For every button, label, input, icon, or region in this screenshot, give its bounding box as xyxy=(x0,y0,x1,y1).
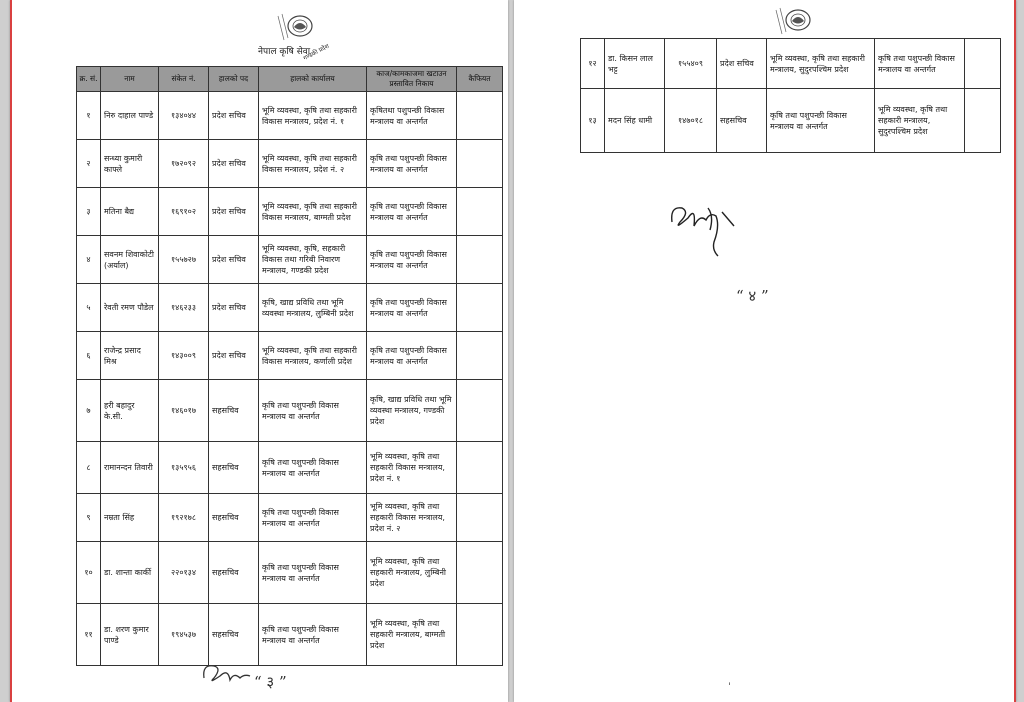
table-row xyxy=(77,140,503,188)
name-cell: सवनम शिवाकोटी (अर्याल) xyxy=(101,236,159,284)
name-cell: डा. किसन लाल भट्ट xyxy=(605,39,665,89)
code-cell: १४३००९ xyxy=(159,332,209,380)
proposed-cell: भूमि व्यवस्था, कृषि तथा सहकारी मन्त्रालय, सुदुरपश्चिम प्रदेश xyxy=(875,89,965,153)
post-cell: सहसचिव xyxy=(209,542,259,604)
post-cell: सहसचिव xyxy=(717,89,767,153)
serial-cell: २ xyxy=(77,140,101,188)
remarks-cell xyxy=(457,442,503,494)
proposed-cell: कृषि तथा पशुपन्छी विकास मन्त्रालय वा अन्तर्गत xyxy=(367,284,457,332)
table-row xyxy=(77,284,503,332)
remarks-cell xyxy=(965,89,1001,153)
serial-cell: १२ xyxy=(581,39,605,89)
office-cell: कृषि तथा पशुपन्छी विकास मन्त्रालय वा अन्तर्गत xyxy=(259,604,367,666)
stamp-text: गण्डकी प्रदेश xyxy=(302,42,331,63)
office-cell: भूमि व्यवस्था, कृषि, सहकारी विकास तथा गरिबी निवारण मन्त्रालय, गण्डकी प्रदेश xyxy=(259,236,367,284)
proposed-cell: भूमि व्यवस्था, कृषि तथा सहकारी विकास मन्त्रालय, प्रदेश नं. २ xyxy=(367,494,457,542)
office-cell: भूमि व्यवस्था, कृषि तथा सहकारी मन्त्रालय, सुदुरपश्चिम प्रदेश xyxy=(767,39,875,89)
name-cell: राजेन्द्र प्रसाद मिश्र xyxy=(101,332,159,380)
document-header: नेपाल कृषि सेवा xyxy=(258,47,311,57)
column-header: नाम xyxy=(101,67,159,92)
page-number: “ ३ ” xyxy=(254,673,287,691)
post-cell: प्रदेश सचिव xyxy=(209,332,259,380)
proposed-cell: कृषि, खाद्य प्रविधि तथा भूमि व्यवस्था मन्त्रालय, गण्डकी प्रदेश xyxy=(367,380,457,442)
name-cell: हरी बहादुर के.सी. xyxy=(101,380,159,442)
column-header: हालको कार्यालय xyxy=(259,67,367,92)
name-cell: नम्रता सिंह xyxy=(101,494,159,542)
post-cell: प्रदेश सचिव xyxy=(209,284,259,332)
office-cell: कृषि तथा पशुपन्छी विकास मन्त्रालय वा अन्तर्गत xyxy=(259,494,367,542)
column-header: हालको पद xyxy=(209,67,259,92)
remarks-cell xyxy=(457,604,503,666)
serial-cell: १ xyxy=(77,92,101,140)
office-cell: भूमि व्यवस्था, कृषि तथा सहकारी विकास मन्त्रालय, कर्णाली प्रदेश xyxy=(259,332,367,380)
name-cell: रेवती रमण पौडेल xyxy=(101,284,159,332)
post-cell: प्रदेश सचिव xyxy=(717,39,767,89)
name-cell: मतिना बैद्य xyxy=(101,188,159,236)
remarks-cell xyxy=(457,92,503,140)
office-cell: भूमि व्यवस्था, कृषि तथा सहकारी विकास मन्त्रालय, बाग्मती प्रदेश xyxy=(259,188,367,236)
table-row xyxy=(77,380,503,442)
post-cell: सहसचिव xyxy=(209,442,259,494)
post-cell: प्रदेश सचिव xyxy=(209,236,259,284)
office-cell: कृषि तथा पशुपन्छी विकास मन्त्रालय वा अन्तर्गत xyxy=(259,380,367,442)
officer-table xyxy=(76,66,503,666)
post-cell: सहसचिव xyxy=(209,494,259,542)
table-row xyxy=(77,236,503,284)
proposed-cell: भूमि व्यवस्था, कृषि तथा सहकारी मन्त्रालय, लुम्बिनी प्रदेश xyxy=(367,542,457,604)
remarks-cell xyxy=(457,140,503,188)
code-cell: १४६२३३ xyxy=(159,284,209,332)
remarks-cell xyxy=(457,380,503,442)
proposed-cell: भूमि व्यवस्था, कृषि तथा सहकारी मन्त्रालय, बाग्मती प्रदेश xyxy=(367,604,457,666)
name-cell: निरु दाहाल पाण्डे xyxy=(101,92,159,140)
code-cell: २२०१३४ xyxy=(159,542,209,604)
serial-cell: ७ xyxy=(77,380,101,442)
code-cell: १९२१७८ xyxy=(159,494,209,542)
tick-mark-icon: ˈ xyxy=(728,682,731,693)
code-cell: १९४५३७ xyxy=(159,604,209,666)
table-row xyxy=(581,89,1001,153)
table-row xyxy=(77,188,503,236)
remarks-cell xyxy=(457,332,503,380)
name-cell: सन्ध्या कुमारी काफ्ले xyxy=(101,140,159,188)
page-number: “ ४ ” xyxy=(736,287,769,305)
document-page-3 xyxy=(10,0,508,702)
code-cell: १३५९५६ xyxy=(159,442,209,494)
office-cell: कृषि, खाद्य प्रविधि तथा भूमि व्यवस्था मन्त्रालय, लुम्बिनी प्रदेश xyxy=(259,284,367,332)
document-page-4 xyxy=(514,0,1016,702)
table-row xyxy=(77,92,503,140)
post-cell: प्रदेश सचिव xyxy=(209,188,259,236)
serial-cell: ९ xyxy=(77,494,101,542)
serial-cell: ६ xyxy=(77,332,101,380)
remarks-cell xyxy=(457,542,503,604)
name-cell: मदन सिंह धामी xyxy=(605,89,665,153)
proposed-cell: कृषि तथा पशुपन्छी विकास मन्त्रालय वा अन्तर्गत xyxy=(367,332,457,380)
code-cell: १३४०४४ xyxy=(159,92,209,140)
office-cell: कृषि तथा पशुपन्छी विकास मन्त्रालय वा अन्तर्गत xyxy=(259,442,367,494)
name-cell: डा. शान्ता कार्की xyxy=(101,542,159,604)
code-cell: १५५४०९ xyxy=(665,39,717,89)
table-row xyxy=(77,494,503,542)
office-cell: भूमि व्यवस्था, कृषि तथा सहकारी विकास मन्त्रालय, प्रदेश नं. २ xyxy=(259,140,367,188)
serial-cell: ४ xyxy=(77,236,101,284)
serial-cell: १० xyxy=(77,542,101,604)
officer-table-continued xyxy=(580,38,1001,153)
column-header: संकेत नं. xyxy=(159,67,209,92)
code-cell: १६९१०२ xyxy=(159,188,209,236)
remarks-cell xyxy=(457,494,503,542)
post-cell: प्रदेश सचिव xyxy=(209,92,259,140)
office-cell: कृषि तथा पशुपन्छी विकास मन्त्रालय वा अन्तर्गत xyxy=(767,89,875,153)
name-cell: डा. शरण कुमार पाण्डे xyxy=(101,604,159,666)
serial-cell: १३ xyxy=(581,89,605,153)
proposed-cell: कृषि तथा पशुपन्छी विकास मन्त्रालय वा अन्तर्गत xyxy=(367,188,457,236)
table-row xyxy=(77,542,503,604)
code-cell: १४७०१८ xyxy=(665,89,717,153)
post-cell: सहसचिव xyxy=(209,380,259,442)
signature-mark xyxy=(664,186,744,266)
post-cell: प्रदेश सचिव xyxy=(209,140,259,188)
code-cell: १४६०१७ xyxy=(159,380,209,442)
code-cell: १७२०९२ xyxy=(159,140,209,188)
remarks-cell xyxy=(457,236,503,284)
column-header: क्र. सं. xyxy=(77,67,101,92)
table-row xyxy=(77,332,503,380)
column-header: काज/कामकाजमा खटाउन प्रस्तावित निकाय xyxy=(367,67,457,92)
remarks-cell xyxy=(457,284,503,332)
table-header-row xyxy=(77,67,503,92)
table-row xyxy=(77,604,503,666)
serial-cell: ३ xyxy=(77,188,101,236)
serial-cell: ८ xyxy=(77,442,101,494)
proposed-cell: कृषि तथा पशुपन्छी विकास मन्त्रालय वा अन्तर्गत xyxy=(875,39,965,89)
office-cell: कृषि तथा पशुपन्छी विकास मन्त्रालय वा अन्तर्गत xyxy=(259,542,367,604)
signature-mark xyxy=(200,656,260,692)
proposed-cell: कृषितथा पशुपन्छी विकास मन्त्रालय वा अन्तर्गत xyxy=(367,92,457,140)
office-cell: भूमि व्यवस्था, कृषि तथा सहकारी विकास मन्त्रालय, प्रदेश नं. १ xyxy=(259,92,367,140)
post-cell: सहसचिव xyxy=(209,604,259,666)
remarks-cell xyxy=(457,188,503,236)
serial-cell: ५ xyxy=(77,284,101,332)
serial-cell: ११ xyxy=(77,604,101,666)
column-header: कैफियत xyxy=(457,67,503,92)
table-row xyxy=(77,442,503,494)
table-row xyxy=(581,39,1001,89)
proposed-cell: कृषि तथा पशुपन्छी विकास मन्त्रालय वा अन्तर्गत xyxy=(367,236,457,284)
proposed-cell: भूमि व्यवस्था, कृषि तथा सहकारी विकास मन्त्रालय, प्रदेश नं. १ xyxy=(367,442,457,494)
code-cell: १५५७२७ xyxy=(159,236,209,284)
name-cell: रामानन्दन तिवारी xyxy=(101,442,159,494)
proposed-cell: कृषि तथा पशुपन्छी विकास मन्त्रालय वा अन्तर्गत xyxy=(367,140,457,188)
remarks-cell xyxy=(965,39,1001,89)
